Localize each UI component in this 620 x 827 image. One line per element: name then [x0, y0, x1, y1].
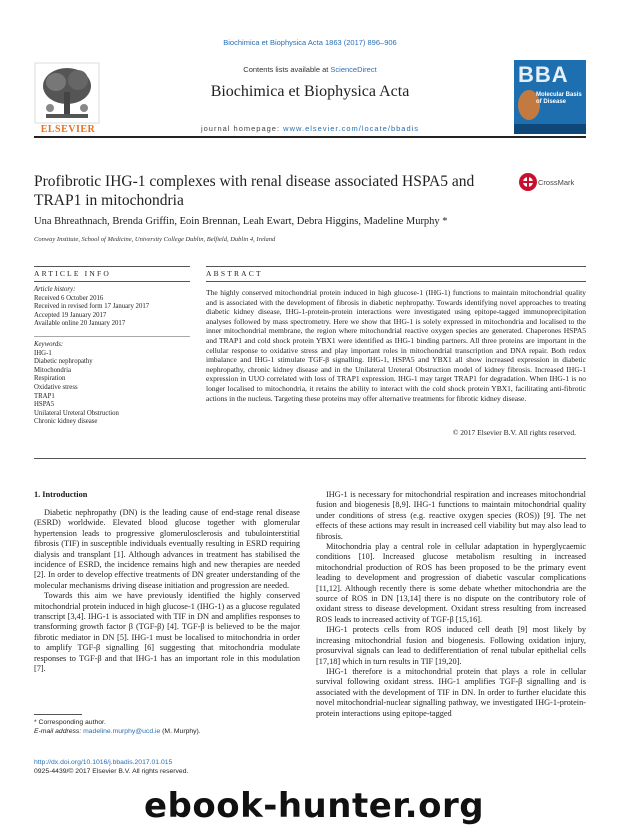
corresponding-footnote	[34, 718, 294, 736]
abstract-body: The highly conserved mitochondrial protein induced in high glucose-1 (IHG-1) functions to maintain mitochondrial quality and is associated with the development of fibrosis in diabetic nephropathy. Towards identifying novel approaches to treating diabetic kidney disease, IHG-1-protein-protein interactions were investigated using epitope-tagged immunoprecipitation analyses followed by mass spectrometry. Here we show that IHG-1 is solely expressed in mitochondria and localised to the inner mitochondrial membrane, the region where mitochondrial reactive oxygen species are generated. Chaperones HSPA5 and TRAP1 and cold shock protein YBX1 were identified as IHG-1 binding partners. All three proteins are important in the cellular response to oxidative stress and play important roles in mitochondrial transcription and DNA repair. Both redox imbalance and IHG-1 stimulate TGF-β signalling. IHG-1, HSPA5 and YBX1 all show increased expression in diabetic nephropathy, chronic kidney disease and in the Unilateral Ureteral Obstruction model of kidney fibrosis. Increased IHG-1 expression in UUO correlated with loss of TRAP1 expression. IHG-1 may target TRAP1 for degradation. When IHG-1 is no longer localised to mitochondria, it retains the ability to interact with the cold shock protein YBX1, facilitating anti-fibrotic actions in the nucleus. Targeting these proteins may offer alternative treatments for fibrotic kidney disease.	[206, 288, 586, 403]
history-item: Accepted 19 January 2017	[34, 311, 107, 319]
abstract-rule-top	[206, 266, 586, 267]
keyword-item: Mitochondria	[34, 366, 71, 374]
intro-paragraph: IHG-1 is necessary for mitochondrial respiration and increases mitochondrial fusion and biogenesis [8,9]. IHG-1 functions to maintain mitochondrial quality under conditions of stress (e.g. reactive oxygen species (ROS)) [9]. The net effects of these actions may result in increased cell viability but may also lead to fibrosis.	[316, 490, 586, 541]
doi-block	[34, 758, 294, 776]
keyword-item: Unilateral Ureteral Obstruction	[34, 409, 119, 417]
watermark-text: ebook-hunter.org	[144, 786, 485, 826]
homepage-link[interactable]: www.elsevier.com/locate/bbadis	[283, 124, 420, 133]
keyword-item: IHG-1	[34, 349, 52, 357]
abstract-end-rule	[34, 458, 586, 459]
cover-title: BBA	[518, 62, 569, 87]
email-suffix: (M. Murphy).	[160, 728, 201, 735]
keyword-item: HSPA5	[34, 401, 55, 409]
article-history	[34, 286, 190, 329]
intro-paragraph: Towards this aim we have previously identified the highly conserved mitochondrial protein induced in high glucose-1 (IHG-1) as a glucose regulated transcript [3,4]. IHG-1 is associated with TIF in DN and amplifies responses to transforming growth factor β (TGF-β) [4]. TGF-β is believed to be the major fibrotic mediator in DN [5]. IHG-1 must be localised to mitochondria in order to amplify TGF-β signalling [6] suggesting that mitochondria modulate responses to TGF-β and that IHG-1 has an important role in this modulation [7].	[34, 591, 300, 674]
footnote-rule	[34, 714, 82, 715]
info-divider	[34, 336, 190, 337]
abstract-label: ABSTRACT	[206, 269, 263, 278]
history-item: Received 6 October 2016	[34, 294, 104, 302]
cover-subtitle: Molecular Basis of Disease	[536, 92, 582, 105]
author-list: Una Bhreathnach, Brenda Griffin, Eoin Brennan, Leah Ewart, Debra Higgins, Madeline Murphy *	[34, 216, 448, 227]
intro-paragraph: IHG-1 protects cells from ROS induced cell death [9] most likely by increasing mitochondrial fusion and biogenesis. Following oxidation injury, prosurvival signals can lead to dedifferentiation of renal tubular epithelial cells [17,18] which in turn results in TIF [19,20].	[316, 625, 586, 666]
keyword-item: Diabetic nephropathy	[34, 358, 93, 366]
email-prefix: E-mail address:	[34, 728, 84, 735]
publisher-wordmark: ELSEVIER	[40, 124, 96, 135]
keyword-item: Respiration	[34, 375, 66, 383]
corresponding-label: Corresponding author.	[38, 719, 106, 726]
intro-paragraph: Mitochondria play a central role in cellular adaptation in hyperglycaemic conditions [10]. Increased glucose metabolism resulting in increased mitochondrial production of ROS has been proposed to be the primary event leading to development and progression of diabetic vascular complications [11,12]. Although recently there is some debate whether mitochondria are the source of ROS in DN [13,14] there is no dispute on the contributory role of oxidant stress to disease development. Oxidant stress resulting from increased ROS leads to increased activity of TGF-β [15,16].	[316, 542, 586, 624]
article-title: Profibrotic IHG-1 complexes with renal disease associated HSPA5 and TRAP1 in mitochondria	[34, 173, 475, 209]
history-heading: Article history:	[34, 286, 76, 293]
keyword-item: TRAP1	[34, 392, 55, 400]
journal-title[interactable]: Biochimica et Biophysica Acta	[210, 83, 410, 100]
sciencedirect-link[interactable]: ScienceDirect	[330, 65, 377, 74]
history-item: Available online 20 January 2017	[34, 320, 126, 328]
abstract-rule-bottom	[206, 281, 586, 282]
keyword-item: Oxidative stress	[34, 383, 78, 391]
journal-cover-thumbnail[interactable]	[514, 60, 586, 134]
article-info-rule-top	[34, 266, 190, 267]
article-info-rule-bottom	[34, 281, 190, 282]
article-info-label: ARTICLE INFO	[34, 269, 111, 278]
abstract-copyright: © 2017 Elsevier B.V. All rights reserved.	[452, 428, 576, 437]
keyword-item: Chronic kidney disease	[34, 418, 98, 426]
crossmark-icon	[518, 172, 538, 192]
contents-prefix: Contents lists available at	[243, 65, 331, 74]
keywords-list	[34, 341, 190, 427]
crossmark-label[interactable]: CrossMark	[538, 178, 575, 187]
introduction-right-column	[316, 490, 586, 719]
homepage-prefix: journal homepage:	[200, 124, 284, 133]
email-link[interactable]: madeline.murphy@ucd.ie	[83, 728, 161, 735]
introduction-left-column	[34, 508, 300, 675]
introduction-heading: 1. Introduction	[34, 490, 88, 499]
footnote-marker: *	[34, 719, 37, 726]
keywords-heading: Keywords:	[34, 341, 64, 348]
history-item: Received in revised form 17 January 2017	[34, 303, 150, 311]
doi-link[interactable]: http://dx.doi.org/10.1016/j.bbadis.2017.01.015	[34, 759, 173, 766]
journal-reference-link[interactable]: Biochimica et Biophysica Acta 1863 (2017) 896–906	[223, 38, 397, 47]
intro-paragraph: IHG-1 therefore is a mitochondrial protein that plays a role in cellular survival following oxidant stress. IHG-1 amplifies TGF-β signalling and is associated with the development of TIF in DN. In order to further elucidate this novel mitochondrial-nuclear signalling pathway, we investigated IHG-1-protein-protein interactions using epitope-tagged	[316, 666, 586, 718]
issn-line: 0925-4439/© 2017 Elsevier B.V. All rights reserved.	[34, 768, 189, 775]
intro-paragraph: Diabetic nephropathy (DN) is the leading cause of end-stage renal disease (ESRD) worldwide. Elevated blood glucose together with glomerular hypertension leads to progressive glomerulosclerosis and tubulointerstitial fibrosis (TIF) in susceptible individuals eventually resulting in ESRD requiring dialysis and transplant [1]. Although advances in treatment has stabilised the incidence of ESRD, the incidence remains high and new therapies are needed [2]. In order to develop effective treatments of DN greater understanding of the molecular mechanisms driving disease initiation and progression are needed.	[34, 508, 300, 590]
cover-band	[514, 124, 586, 134]
affiliation: Conway Institute, School of Medicine, University College Dublin, Belfield, Dublin 4, Ireland	[34, 236, 276, 243]
